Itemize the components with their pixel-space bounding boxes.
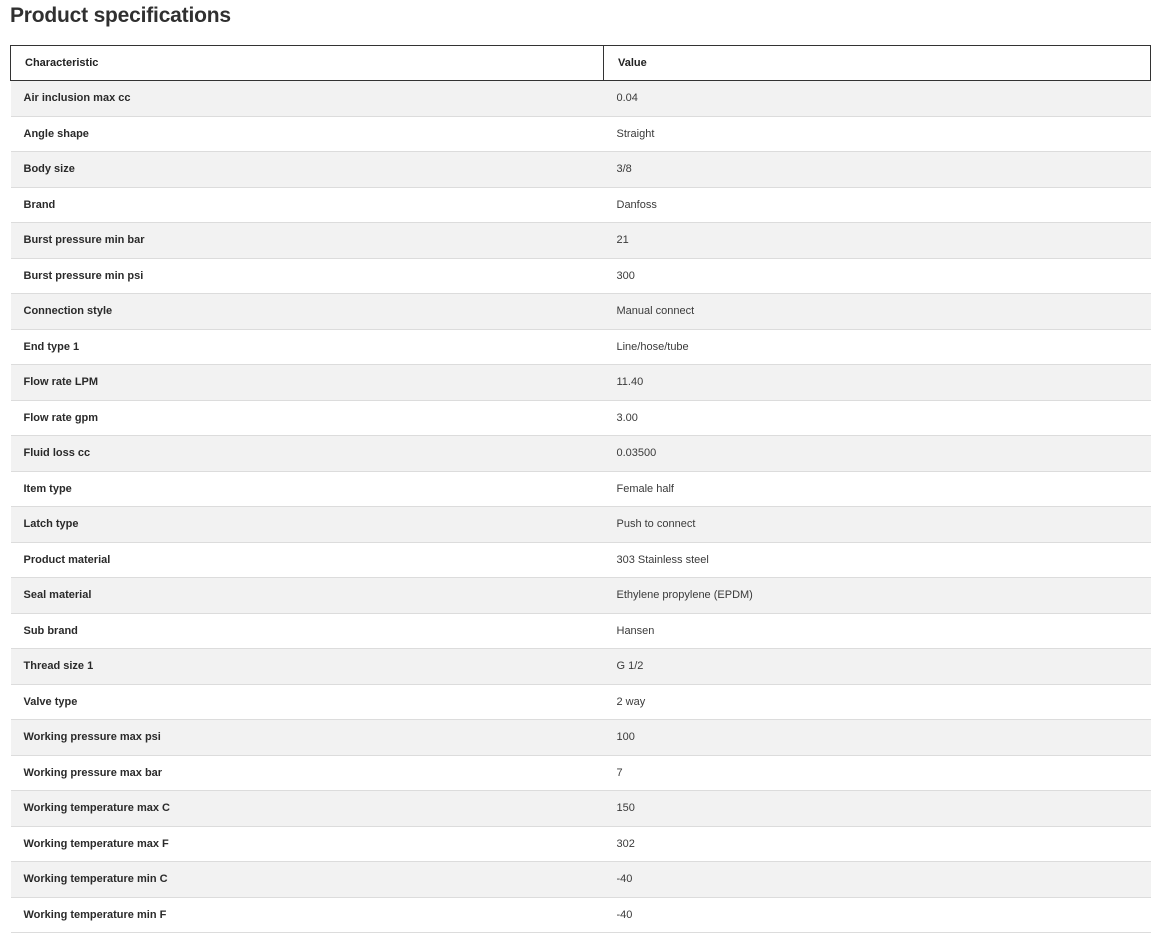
- value-cell: 11.40: [604, 365, 1151, 401]
- table-row: [11, 400, 1151, 436]
- table-row: [11, 187, 1151, 223]
- characteristic-cell: Working temperature min C: [11, 862, 604, 898]
- value-cell: 3.00: [604, 400, 1151, 436]
- table-row: [11, 471, 1151, 507]
- characteristic-cell: Burst pressure min psi: [11, 258, 604, 294]
- value-cell: Line/hose/tube: [604, 329, 1151, 365]
- table-row: [11, 826, 1151, 862]
- table-row: [11, 684, 1151, 720]
- value-cell: 0.03500: [604, 436, 1151, 472]
- table-row: [11, 649, 1151, 685]
- value-cell: G 1/2: [604, 649, 1151, 685]
- table-row: [11, 365, 1151, 401]
- specifications-table: [10, 45, 1151, 933]
- table-row: [11, 116, 1151, 152]
- characteristic-cell: Sub brand: [11, 613, 604, 649]
- value-cell: 3/8: [604, 152, 1151, 188]
- table-row: [11, 613, 1151, 649]
- characteristic-cell: Flow rate LPM: [11, 365, 604, 401]
- value-cell: -40: [604, 897, 1151, 933]
- value-cell: Ethylene propylene (EPDM): [604, 578, 1151, 614]
- table-row: [11, 81, 1151, 117]
- characteristic-cell: Working temperature min F: [11, 897, 604, 933]
- value-cell: 21: [604, 223, 1151, 259]
- characteristic-cell: Connection style: [11, 294, 604, 330]
- value-cell: Push to connect: [604, 507, 1151, 543]
- value-cell: 150: [604, 791, 1151, 827]
- table-header-row: [11, 46, 1151, 81]
- characteristic-cell: Body size: [11, 152, 604, 188]
- characteristic-cell: Air inclusion max cc: [11, 81, 604, 117]
- characteristic-cell: Working temperature max C: [11, 791, 604, 827]
- table-body: [11, 81, 1151, 933]
- characteristic-cell: Angle shape: [11, 116, 604, 152]
- value-cell: -40: [604, 862, 1151, 898]
- value-cell: 100: [604, 720, 1151, 756]
- value-cell: 7: [604, 755, 1151, 791]
- characteristic-cell: Brand: [11, 187, 604, 223]
- value-cell: Manual connect: [604, 294, 1151, 330]
- table-row: [11, 862, 1151, 898]
- value-cell: 2 way: [604, 684, 1151, 720]
- column-header-characteristic: Characteristic: [11, 46, 604, 81]
- table-row: [11, 223, 1151, 259]
- characteristic-cell: Product material: [11, 542, 604, 578]
- characteristic-cell: End type 1: [11, 329, 604, 365]
- characteristic-cell: Working pressure max psi: [11, 720, 604, 756]
- table-row: [11, 791, 1151, 827]
- characteristic-cell: Item type: [11, 471, 604, 507]
- characteristic-cell: Working pressure max bar: [11, 755, 604, 791]
- value-cell: Female half: [604, 471, 1151, 507]
- table-row: [11, 294, 1151, 330]
- characteristic-cell: Flow rate gpm: [11, 400, 604, 436]
- characteristic-cell: Thread size 1: [11, 649, 604, 685]
- table-row: [11, 329, 1151, 365]
- value-cell: Straight: [604, 116, 1151, 152]
- characteristic-cell: Seal material: [11, 578, 604, 614]
- table-row: [11, 436, 1151, 472]
- characteristic-cell: Valve type: [11, 684, 604, 720]
- value-cell: 300: [604, 258, 1151, 294]
- table-row: [11, 507, 1151, 543]
- characteristic-cell: Burst pressure min bar: [11, 223, 604, 259]
- table-row: [11, 720, 1151, 756]
- table-row: [11, 578, 1151, 614]
- table-row: [11, 258, 1151, 294]
- value-cell: Hansen: [604, 613, 1151, 649]
- value-cell: Danfoss: [604, 187, 1151, 223]
- characteristic-cell: Fluid loss cc: [11, 436, 604, 472]
- table-row: [11, 152, 1151, 188]
- value-cell: 303 Stainless steel: [604, 542, 1151, 578]
- page-title: Product specifications: [10, 4, 231, 27]
- table-row: [11, 542, 1151, 578]
- value-cell: 0.04: [604, 81, 1151, 117]
- column-header-value: Value: [604, 46, 1151, 81]
- table-row: [11, 755, 1151, 791]
- table-header: [11, 46, 1151, 81]
- characteristic-cell: Latch type: [11, 507, 604, 543]
- characteristic-cell: Working temperature max F: [11, 826, 604, 862]
- table-row: [11, 897, 1151, 933]
- value-cell: 302: [604, 826, 1151, 862]
